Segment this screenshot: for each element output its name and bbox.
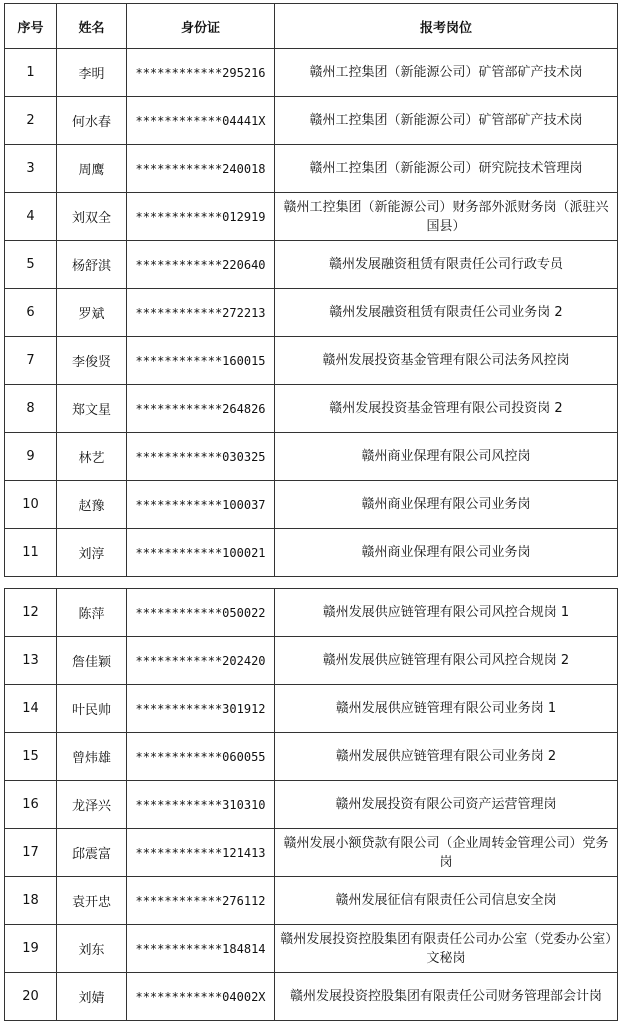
table-row bbox=[5, 589, 618, 637]
cell-name: 林艺 bbox=[57, 433, 127, 481]
table-row bbox=[5, 529, 618, 577]
cell-position: 赣州发展小额贷款有限公司（企业周转金管理公司）党务岗 bbox=[275, 829, 618, 877]
cell-id: ************100037 bbox=[127, 481, 275, 529]
table-row bbox=[5, 685, 618, 733]
cell-no: 2 bbox=[5, 97, 57, 145]
cell-id: ************202420 bbox=[127, 637, 275, 685]
cell-id: ************160015 bbox=[127, 337, 275, 385]
cell-name: 刘双全 bbox=[57, 193, 127, 241]
cell-no: 11 bbox=[5, 529, 57, 577]
cell-no: 7 bbox=[5, 337, 57, 385]
table-header-row bbox=[5, 4, 618, 49]
cell-no: 16 bbox=[5, 781, 57, 829]
cell-name: 罗斌 bbox=[57, 289, 127, 337]
cell-no: 13 bbox=[5, 637, 57, 685]
cell-position: 赣州商业保理有限公司业务岗 bbox=[275, 481, 618, 529]
cell-id: ************100021 bbox=[127, 529, 275, 577]
table-row bbox=[5, 97, 618, 145]
cell-position: 赣州发展投资基金管理有限公司法务风控岗 bbox=[275, 337, 618, 385]
cell-no: 15 bbox=[5, 733, 57, 781]
table-row bbox=[5, 829, 618, 877]
cell-name: 李俊贤 bbox=[57, 337, 127, 385]
cell-no: 19 bbox=[5, 925, 57, 973]
cell-id: ************310310 bbox=[127, 781, 275, 829]
cell-id: ************04441X bbox=[127, 97, 275, 145]
cell-position: 赣州工控集团（新能源公司）矿管部矿产技术岗 bbox=[275, 49, 618, 97]
table-row bbox=[5, 337, 618, 385]
cell-id: ************030325 bbox=[127, 433, 275, 481]
cell-no: 17 bbox=[5, 829, 57, 877]
table-row bbox=[5, 145, 618, 193]
cell-position: 赣州发展供应链管理有限公司业务岗 1 bbox=[275, 685, 618, 733]
table-row bbox=[5, 781, 618, 829]
table-row bbox=[5, 481, 618, 529]
cell-position: 赣州工控集团（新能源公司）研究院技术管理岗 bbox=[275, 145, 618, 193]
cell-position: 赣州发展投资控股集团有限责任公司财务管理部会计岗 bbox=[275, 973, 618, 1021]
cell-name: 刘淳 bbox=[57, 529, 127, 577]
cell-no: 18 bbox=[5, 877, 57, 925]
cell-name: 赵豫 bbox=[57, 481, 127, 529]
cell-id: ************012919 bbox=[127, 193, 275, 241]
cell-no: 10 bbox=[5, 481, 57, 529]
cell-position: 赣州工控集团（新能源公司）矿管部矿产技术岗 bbox=[275, 97, 618, 145]
cell-name: 郑文星 bbox=[57, 385, 127, 433]
cell-position: 赣州发展征信有限责任公司信息安全岗 bbox=[275, 877, 618, 925]
cell-name: 袁开忠 bbox=[57, 877, 127, 925]
cell-name: 叶民帅 bbox=[57, 685, 127, 733]
cell-position: 赣州发展投资基金管理有限公司投资岗 2 bbox=[275, 385, 618, 433]
cell-name: 陈萍 bbox=[57, 589, 127, 637]
table-row bbox=[5, 289, 618, 337]
table-row bbox=[5, 385, 618, 433]
table-row bbox=[5, 241, 618, 289]
table-row bbox=[5, 433, 618, 481]
cell-name: 刘婧 bbox=[57, 973, 127, 1021]
cell-name: 杨舒淇 bbox=[57, 241, 127, 289]
cell-id: ************295216 bbox=[127, 49, 275, 97]
cell-id: ************184814 bbox=[127, 925, 275, 973]
cell-position: 赣州商业保理有限公司风控岗 bbox=[275, 433, 618, 481]
cell-name: 何水春 bbox=[57, 97, 127, 145]
table-row bbox=[5, 973, 618, 1021]
cell-id: ************264826 bbox=[127, 385, 275, 433]
cell-position: 赣州发展融资租赁有限责任公司行政专员 bbox=[275, 241, 618, 289]
cell-no: 5 bbox=[5, 241, 57, 289]
cell-no: 1 bbox=[5, 49, 57, 97]
header-no: 序号 bbox=[5, 4, 57, 49]
candidate-table-part-2 bbox=[4, 588, 618, 1021]
cell-position: 赣州发展供应链管理有限公司风控合规岗 2 bbox=[275, 637, 618, 685]
cell-id: ************301912 bbox=[127, 685, 275, 733]
cell-name: 李明 bbox=[57, 49, 127, 97]
cell-position: 赣州工控集团（新能源公司）财务部外派财务岗（派驻兴国县） bbox=[275, 193, 618, 241]
cell-name: 周鹰 bbox=[57, 145, 127, 193]
cell-no: 9 bbox=[5, 433, 57, 481]
cell-id: ************240018 bbox=[127, 145, 275, 193]
cell-no: 20 bbox=[5, 973, 57, 1021]
cell-position: 赣州发展供应链管理有限公司业务岗 2 bbox=[275, 733, 618, 781]
cell-id: ************04002X bbox=[127, 973, 275, 1021]
cell-no: 3 bbox=[5, 145, 57, 193]
header-name: 姓名 bbox=[57, 4, 127, 49]
cell-no: 8 bbox=[5, 385, 57, 433]
cell-no: 4 bbox=[5, 193, 57, 241]
cell-name: 曾炜雄 bbox=[57, 733, 127, 781]
table-row bbox=[5, 877, 618, 925]
table-row bbox=[5, 733, 618, 781]
cell-id: ************121413 bbox=[127, 829, 275, 877]
cell-name: 邱震富 bbox=[57, 829, 127, 877]
cell-position: 赣州发展供应链管理有限公司风控合规岗 1 bbox=[275, 589, 618, 637]
cell-name: 龙泽兴 bbox=[57, 781, 127, 829]
table-row bbox=[5, 193, 618, 241]
cell-position: 赣州发展投资有限公司资产运营管理岗 bbox=[275, 781, 618, 829]
header-position: 报考岗位 bbox=[275, 4, 618, 49]
table-row bbox=[5, 925, 618, 973]
cell-position: 赣州发展融资租赁有限责任公司业务岗 2 bbox=[275, 289, 618, 337]
cell-position: 赣州商业保理有限公司业务岗 bbox=[275, 529, 618, 577]
cell-name: 詹佳颖 bbox=[57, 637, 127, 685]
cell-id: ************276112 bbox=[127, 877, 275, 925]
table-row bbox=[5, 637, 618, 685]
candidate-table-part-1 bbox=[4, 3, 618, 577]
cell-id: ************220640 bbox=[127, 241, 275, 289]
cell-id: ************050022 bbox=[127, 589, 275, 637]
header-id: 身份证 bbox=[127, 4, 275, 49]
cell-no: 12 bbox=[5, 589, 57, 637]
cell-name: 刘东 bbox=[57, 925, 127, 973]
cell-position: 赣州发展投资控股集团有限责任公司办公室（党委办公室）文秘岗 bbox=[275, 925, 618, 973]
cell-id: ************272213 bbox=[127, 289, 275, 337]
cell-id: ************060055 bbox=[127, 733, 275, 781]
table-row bbox=[5, 49, 618, 97]
cell-no: 6 bbox=[5, 289, 57, 337]
cell-no: 14 bbox=[5, 685, 57, 733]
